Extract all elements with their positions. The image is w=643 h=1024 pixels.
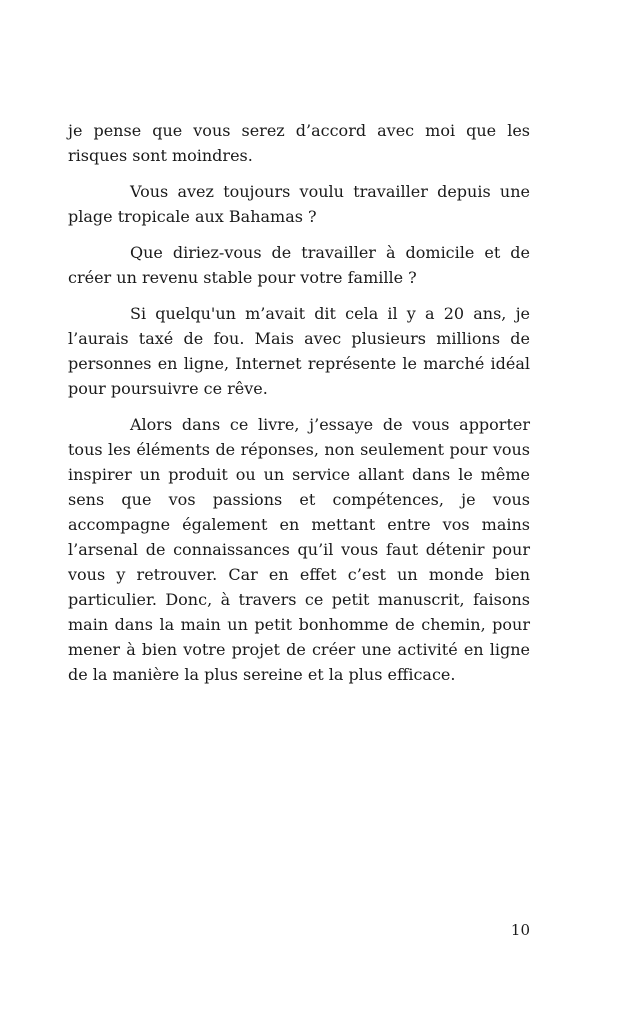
paragraph-continuation: je pense que vous serez d’accord avec moi que les risques sont moindres. xyxy=(68,121,530,165)
paragraph-domicile: Que diriez-vous de travailler à domicile et de créer un revenu stable pour votre famille ? xyxy=(68,243,530,287)
paragraph-livre: Alors dans ce livre, j’essaye de vous apporter tous les éléments de réponses, non seulement pour vous inspirer un produit ou un service allant dans le même sens que vos passions et compétences, je vous accompagne également en mettant entre vos mains l’arsenal de connaissances qu’il vous faut détenir pour vous y retrouver. Car en effet c’est un monde bien particulier. Donc, à travers ce petit manuscrit, faisons main dans la main un petit bonhomme de chemin, pour mener à bien votre projet de créer une activité en ligne de la manière la plus sereine et la plus efficace. xyxy=(68,415,530,684)
paragraph-bahamas: Vous avez toujours voulu travailler depuis une plage tropicale aux Bahamas ? xyxy=(68,182,530,226)
body-text xyxy=(68,118,530,698)
page-number: 10 xyxy=(510,921,530,939)
paragraph-internet: Si quelqu'un m’avait dit cela il y a 20 ans, je l’aurais taxé de fou. Mais avec plusieurs millions de personnes en ligne, Internet représente le marché idéal pour poursuivre ce rêve. xyxy=(68,304,530,398)
